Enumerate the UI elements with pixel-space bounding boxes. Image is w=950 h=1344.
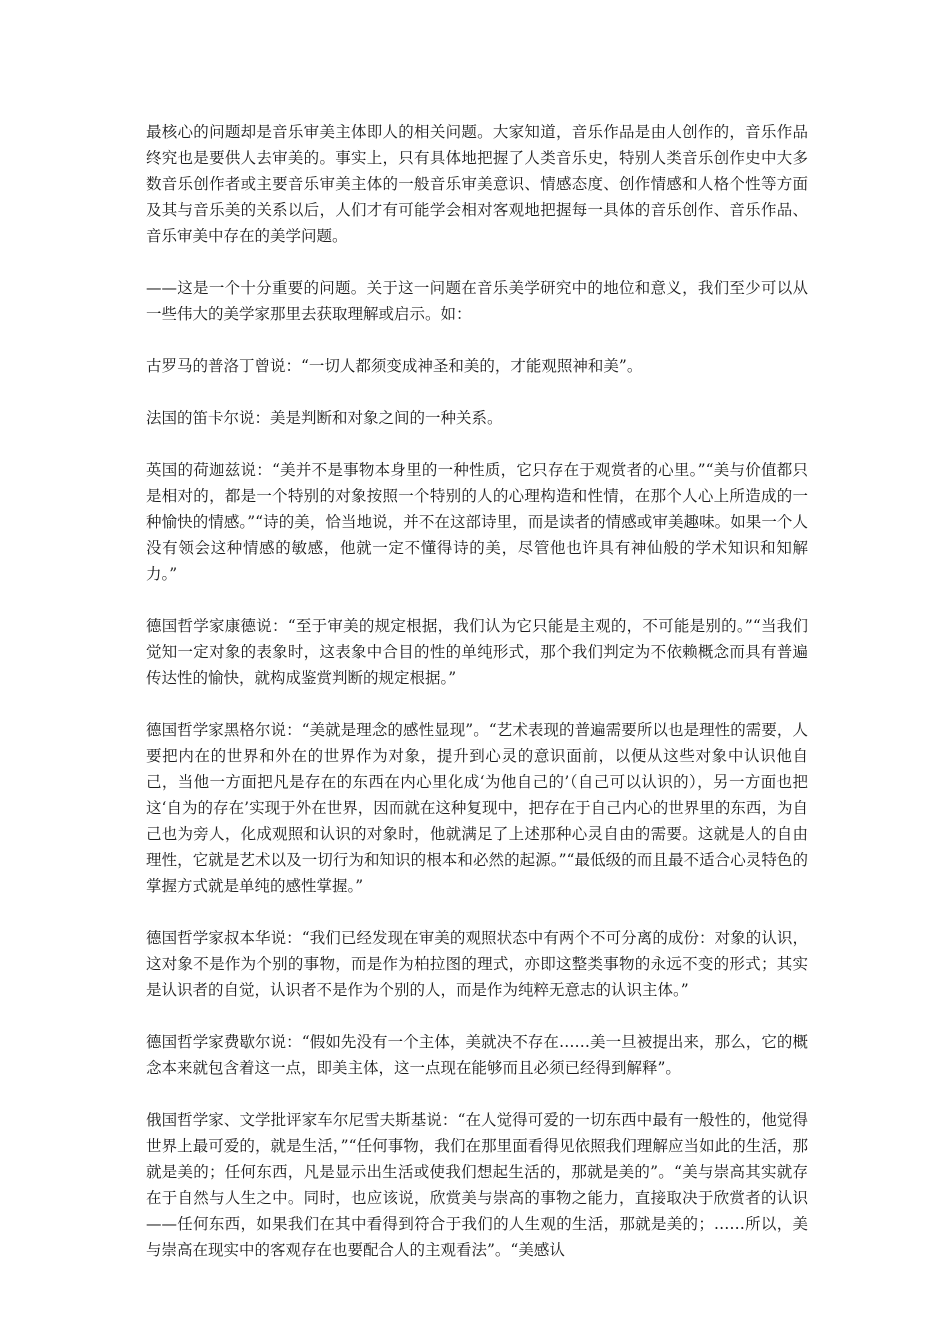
paragraph-vischer: 德国哲学家费歇尔说：“假如先没有一个主体，美就决不存在……美一旦被提出来，那么，它的概念本来就包含着这一点，即美主体，这一点现在能够而且必须已经得到解释”。 xyxy=(146,1033,808,1077)
paragraph-plotinus: 古罗马的普洛丁曾说：“一切人都须变成神圣和美的，才能观照神和美”。 xyxy=(146,357,643,375)
document-body xyxy=(146,119,808,1263)
paragraph-hogarth: 英国的荷迦兹说：“美并不是事物本身里的一种性质，它只存在于观赏者的心里。”“美与价值都只是相对的，都是一个特别的对象按照一个特别的人的心理构造和性情，在那个人心上所造成的一种愉快的情感。”“诗的美，恰当地说，并不在这部诗里，而是读者的情感或审美趣味。如果一个人没有领会这种情感的敏感，他就一定不懂得诗的美，尽管他也许具有神仙般的学术知识和知解力。” xyxy=(146,461,808,583)
paragraph-schopenhauer: 德国哲学家叔本华说：“我们已经发现在审美的观照状态中有两个不可分离的成份：对象的认识，这对象不是作为个别的事物，而是作为柏拉图的理式，亦即这整类事物的永远不变的形式；其实是认识者的自觉，认识者不是作为个别的人，而是作为纯粹无意志的认识主体。” xyxy=(146,929,808,999)
paragraph-kant: 德国哲学家康德说：“至于审美的规定根据，我们认为它只能是主观的，不可能是别的。”“当我们觉知一定对象的表象时，这表象中合目的性的单纯形式，那个我们判定为不依赖概念而具有普遍传达性的愉快，就构成鉴赏判断的规定根据。” xyxy=(146,617,808,687)
paragraph-importance: ——这是一个十分重要的问题。关于这一问题在音乐美学研究中的地位和意义，我们至少可以从一些伟大的美学家那里去获取理解或启示。如： xyxy=(146,279,808,323)
paragraph-hegel: 德国哲学家黑格尔说：“美就是理念的感性显现”。“艺术表现的普遍需要所以也是理性的需要，人要把内在的世界和外在的世界作为对象，提升到心灵的意识面前，以便从这些对象中认识他自己，当他一方面把凡是存在的东西在内心里化成‘为他自己的’（自己可以认识的），另一方面也把这‘自为的存在’实现于外在世界，因而就在这种复现中，把存在于自己内心的世界里的东西，为自己也为旁人，化成观照和认识的对象时，他就满足了上述那种心灵自由的需要。这就是人的自由理性，它就是艺术以及一切行为和知识的根本和必然的起源。”“最低级的而且最不适合心灵特色的掌握方式就是单纯的感性掌握。” xyxy=(146,721,808,895)
paragraph-descartes: 法国的笛卡尔说：美是判断和对象之间的一种关系。 xyxy=(146,409,503,427)
paragraph-intro: 最核心的问题却是音乐审美主体即人的相关问题。大家知道，音乐作品是由人创作的，音乐作品终究也是要供人去审美的。事实上，只有具体地把握了人类音乐史，特别人类音乐创作史中大多数音乐创作者或主要音乐审美主体的一般音乐审美意识、情感态度、创作情感和人格个性等方面及其与音乐美的关系以后，人们才有可能学会相对客观地把握每一具体的音乐创作、音乐作品、音乐审美中存在的美学问题。 xyxy=(146,123,808,245)
paragraph-chernyshevsky: 俄国哲学家、文学批评家车尔尼雪夫斯基说：“在人觉得可爱的一切东西中最有一般性的，他觉得世界上最可爱的，就是生活，”“任何事物，我们在那里面看得见依照我们理解应当如此的生活，那就是美的；任何东西，凡是显示出生活或使我们想起生活的，那就是美的”。“美与崇高其实就存在于自然与人生之中。同时，也应该说，欣赏美与崇高的事物之能力，直接取决于欣赏者的认识——任何东西，如果我们在其中看得到符合于我们的人生观的生活，那就是美的；……所以，美与崇高在现实中的客观存在也要配合人的主观看法”。“美感认 xyxy=(146,1111,808,1259)
